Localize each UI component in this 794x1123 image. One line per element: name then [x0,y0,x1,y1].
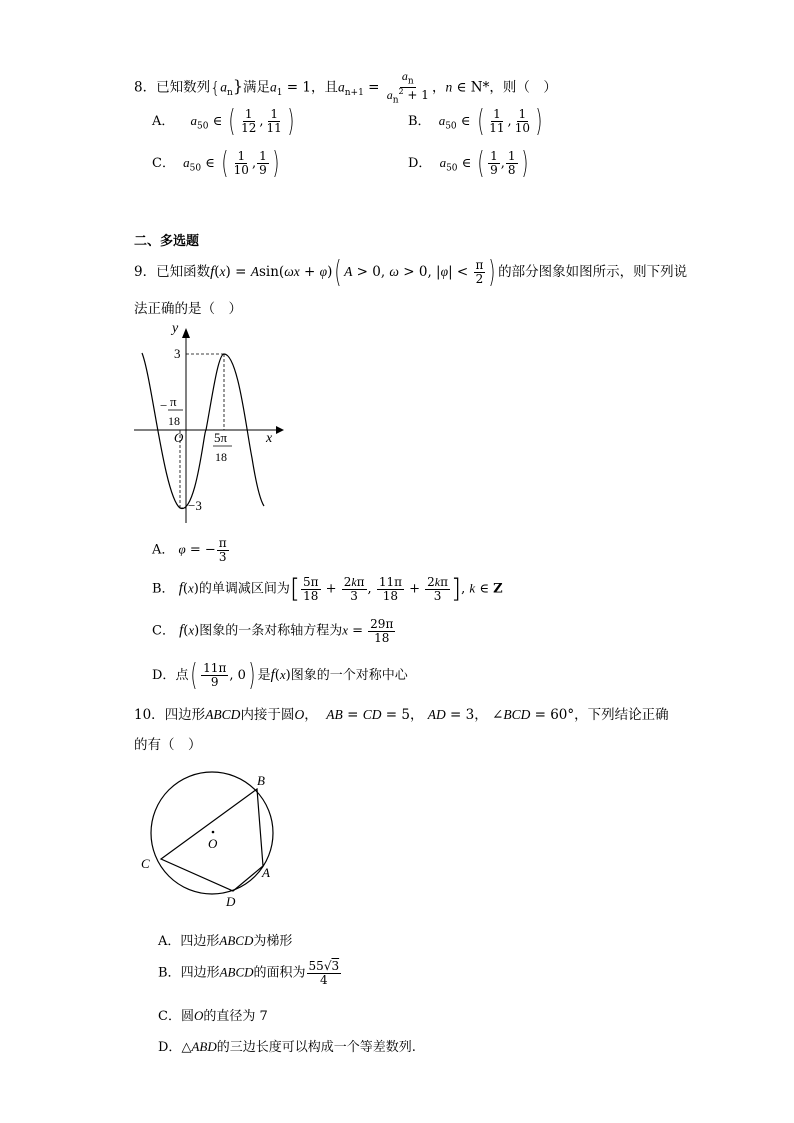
q8-option-a[interactable]: A． $a_{50}$ ∈ ( $\frac{1}{12}$ , $\frac{1}{11}$ ) [152,104,295,139]
option-text: 图象的一个对称中心 [290,668,408,683]
option-label: B． [158,965,181,981]
option-label: C． [152,156,175,171]
option-label: A． [158,934,181,949]
neg-tick-num: π [170,394,177,409]
neg-tick-den: 18 [168,414,180,428]
q8-text: ，且 [310,79,338,96]
q10-text: ， [474,707,488,723]
q8-text: ，则（ ） [489,79,557,96]
frac-num: 1 [490,149,498,164]
option-label: C． [152,623,175,639]
frac-den: 8 [507,163,516,177]
y-axis-arrow [182,328,190,338]
center-dot [212,831,215,834]
neg-tick-sign: − [160,398,168,413]
y-axis-label: y [172,321,179,336]
x-axis-label: x [266,431,273,446]
sine-curve [142,353,264,509]
option-text: 圆 [180,1009,194,1024]
q9-option-c[interactable]: C． f(x)图象的一条对称轴方程为x = $\frac{29\pi}{18}$ [152,617,394,645]
vertex-a-label: A [262,865,270,880]
option-text: 的三边长度可以构成一个等差数列. [216,1040,416,1055]
vertex-d-label: D [226,894,236,909]
option-label: A． [152,542,175,558]
q10-option-b[interactable]: B．四边形ABCD的面积为 $\frac{55√3}{4}$ [158,959,340,987]
q8-option-b[interactable]: B． $a_{50}$ ∈ ( $\frac{1}{11}$ , $\frac{1}{10}$ ) [408,104,543,139]
option-text: 点 [175,668,189,683]
q10-text: 内接于圆 [240,707,295,723]
frac-num: 1 [493,107,501,122]
q9-number: 9． [134,264,157,280]
option-label: A． [152,114,175,129]
frac-den: 11 [266,121,282,135]
option-label: B． [408,114,431,129]
q8-stem: 8．已知数列$\{a_n\}$满足$a_1 = 1$，且$a_{n+1}$ = $\frac{a_n}{a_n^2 + 1}$ ，n ∈ N*，则（ ） [134,69,557,106]
q8-text: 满足 [243,79,271,96]
q10-option-c[interactable]: C．圆O的直径为 7 [158,1008,268,1024]
option-text: 四边形 [180,965,220,981]
q9-stem-line2: 法正确的是（ ） [134,301,242,317]
frac-num: 1 [237,149,246,164]
q10-option-d[interactable]: D．△ABD的三边长度可以构成一个等差数列. [158,1039,416,1055]
option-text: 图象的一条对称轴方程为 [199,623,343,639]
section-heading: 二、多选题 [134,234,200,249]
q10-text: ， [409,707,424,723]
frac-den: 10 [514,121,530,135]
q9-stem: 9．已知函数f(x) = Asin(ωx + φ)( A > 0, ω > 0, |φ| < $\frac{\pi}{2}$ ) 的部分图象如图所示，则下列说 [134,255,688,290]
option-label: D． [158,1040,182,1055]
q10-stem-line2: 的有（ ） [134,737,202,753]
option-text: 的直径为 7 [203,1009,268,1024]
min-label: −3 [188,498,202,513]
pos-tick-num: 5π [214,430,228,445]
q10-text: 四边形 [164,707,206,723]
vertex-b-label: B [257,773,265,788]
option-text: 四边形 [180,934,220,949]
frac-num: 1 [259,149,267,164]
q9-graph [128,318,288,528]
option-text: 的单调减区间为 [198,581,290,597]
option-label: D． [152,668,176,683]
vertex-c-label: C [141,856,150,871]
option-label: D． [408,156,432,171]
frac-den: 9 [490,163,498,177]
q9-text: 已知函数 [156,264,211,280]
option-text: 为梯形 [253,934,293,949]
origin-label: O [174,430,184,445]
q10-option-a[interactable]: A．四边形ABCD为梯形 [158,933,293,949]
q9-option-b[interactable]: B． f(x)的单调减区间为[ $\frac{5\pi}{18}$ + $\frac{2k\pi}{3}$ , $\frac{11\pi}{18}$ + $\frac{2k\pi}{3}$ ], k ∈ Z [152,574,503,604]
frac-den: 12 [241,121,257,135]
q10-figure [136,770,286,910]
q8-number: 8． [134,79,157,96]
q10-text: ，下列结论正确 [574,707,669,723]
x-axis-arrow [276,426,284,434]
option-text: 是 [257,668,271,683]
q10-text: ， [304,707,318,723]
q8-option-c[interactable]: C． $a_{50}$ ∈ ( $\frac{1}{10}$ , $\frac{1}{9}$ ) [152,146,280,181]
q10-stem: 10．四边形ABCD内接于圆O， AB = CD = 5， AD = 3， ∠BCD = 60°，下列结论正确 [134,707,669,723]
q8-text: 已知数列 [156,79,211,96]
q9-option-d[interactable]: D．点( $\frac{11\pi}{9}$ , 0) 是f(x)图象的一个对称中心 [152,658,408,693]
option-label: B． [152,581,175,597]
frac-num: 1 [507,149,516,164]
max-label: 3 [174,346,181,361]
option-text: △ [181,1040,192,1055]
frac-den: 11 [489,121,505,135]
q8-recurrence-fraction: $\frac{a_n}{a_n^2 + 1}$ [386,69,429,106]
frac-den: 10 [233,163,249,177]
q10-number: 10． [134,707,165,723]
q9-text: 的部分图象如图所示，则下列说 [498,264,688,280]
q9-option-a[interactable]: A． φ = − $\frac{\pi}{3}$ [152,536,227,564]
option-text: 的面积为 [253,965,306,981]
frac-num: 1 [244,107,253,122]
q8-text: ， [431,79,446,96]
option-label: C． [158,1009,181,1024]
frac-num: 1 [270,107,278,122]
pos-tick-den: 18 [215,450,227,464]
frac-num: 1 [518,107,527,122]
center-label: O [208,836,218,851]
q8-option-d[interactable]: D． $a_{50}$ ∈ ( $\frac{1}{9}$ , $\frac{1}{8}$ ) [408,146,528,181]
frac-den: 9 [259,163,267,177]
